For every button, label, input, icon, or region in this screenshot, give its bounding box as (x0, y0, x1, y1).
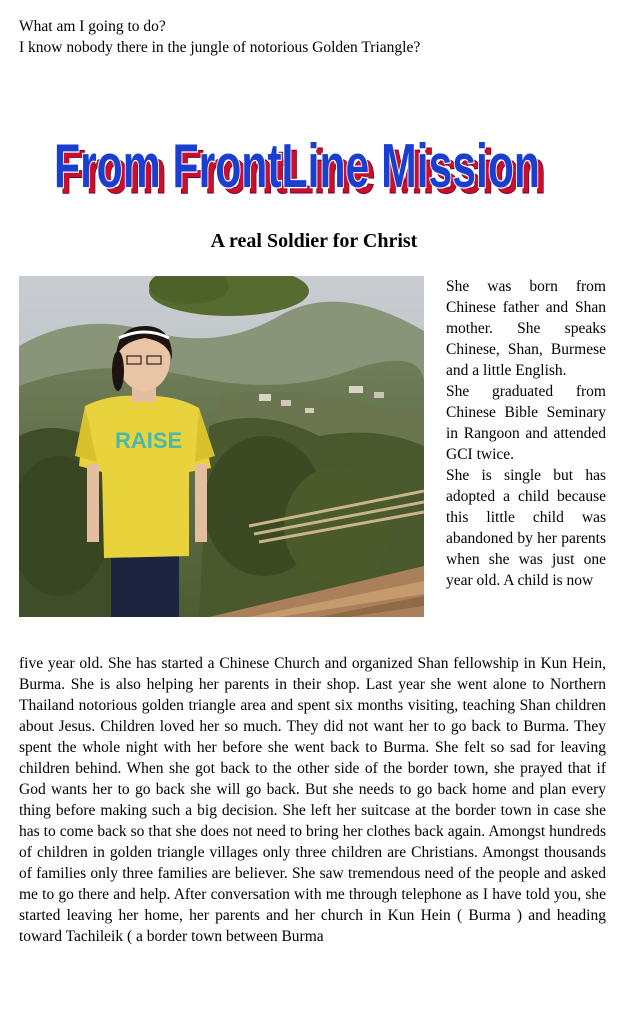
banner-title: From FrontLine Mission (54, 132, 540, 201)
story-paragraph-education: She graduated from Chinese Bible Seminary in Rangoon and attended GCI twice. (446, 383, 606, 463)
page-subtitle: A real Soldier for Christ (210, 230, 418, 252)
story-paragraph-adoption: She is single but has adopted a child because this little child was abandoned by her parents when she was just one year old. A child is now (446, 467, 606, 589)
banner-shadow: From FrontLine Mission (60, 138, 546, 207)
portrait-photo (19, 276, 424, 617)
story-paragraph-continued: five year old. She has started a Chinese Church and organized Shan fellowship in Kun Hein, Burma. She is also helping her parents in their shop. Last year she went alone to Northern Thailand notorious golden triangle area and spent six months visiting, teaching Shan children about Jesus. Children loved her so much. They did not want her to go back to Burma. They spent the whole night with her before she went back to Burma. She felt so sad for leaving children behind. When she got back to the other side of the border town, she prayed that if God wants her to go back she will go back. But she needs to go back home and plan every thing before making such a big decision. She left her suitcase at the border town in case she has to come back so that she does not need to bring her clothes back again. Amongst hundreds of children in golden triangle villages only three children are Christians. Amongst thousands of families only three families are believer. She saw tremendous need of the people and asked me to go there and help. After conversation with me through telephone as I have told you, she started leaving her home, her parents and her church in Kun Hein ( Burma ) and heading toward Tachileik ( a border town between Burma (19, 655, 606, 945)
intro-text (19, 16, 619, 58)
story-side-column (446, 276, 606, 591)
story-main-column (19, 653, 606, 947)
story-paragraph-birth: She was born from Chinese father and Shan mother. She speaks Chinese, Shan, Burmese and a little English. (446, 278, 606, 379)
mission-banner (50, 120, 560, 208)
intro-line-2: I know nobody there in the jungle of notorious Golden Triangle? (19, 39, 421, 56)
shirt-print: RAISE (115, 428, 183, 453)
intro-line-1: What am I going to do? (19, 18, 166, 35)
